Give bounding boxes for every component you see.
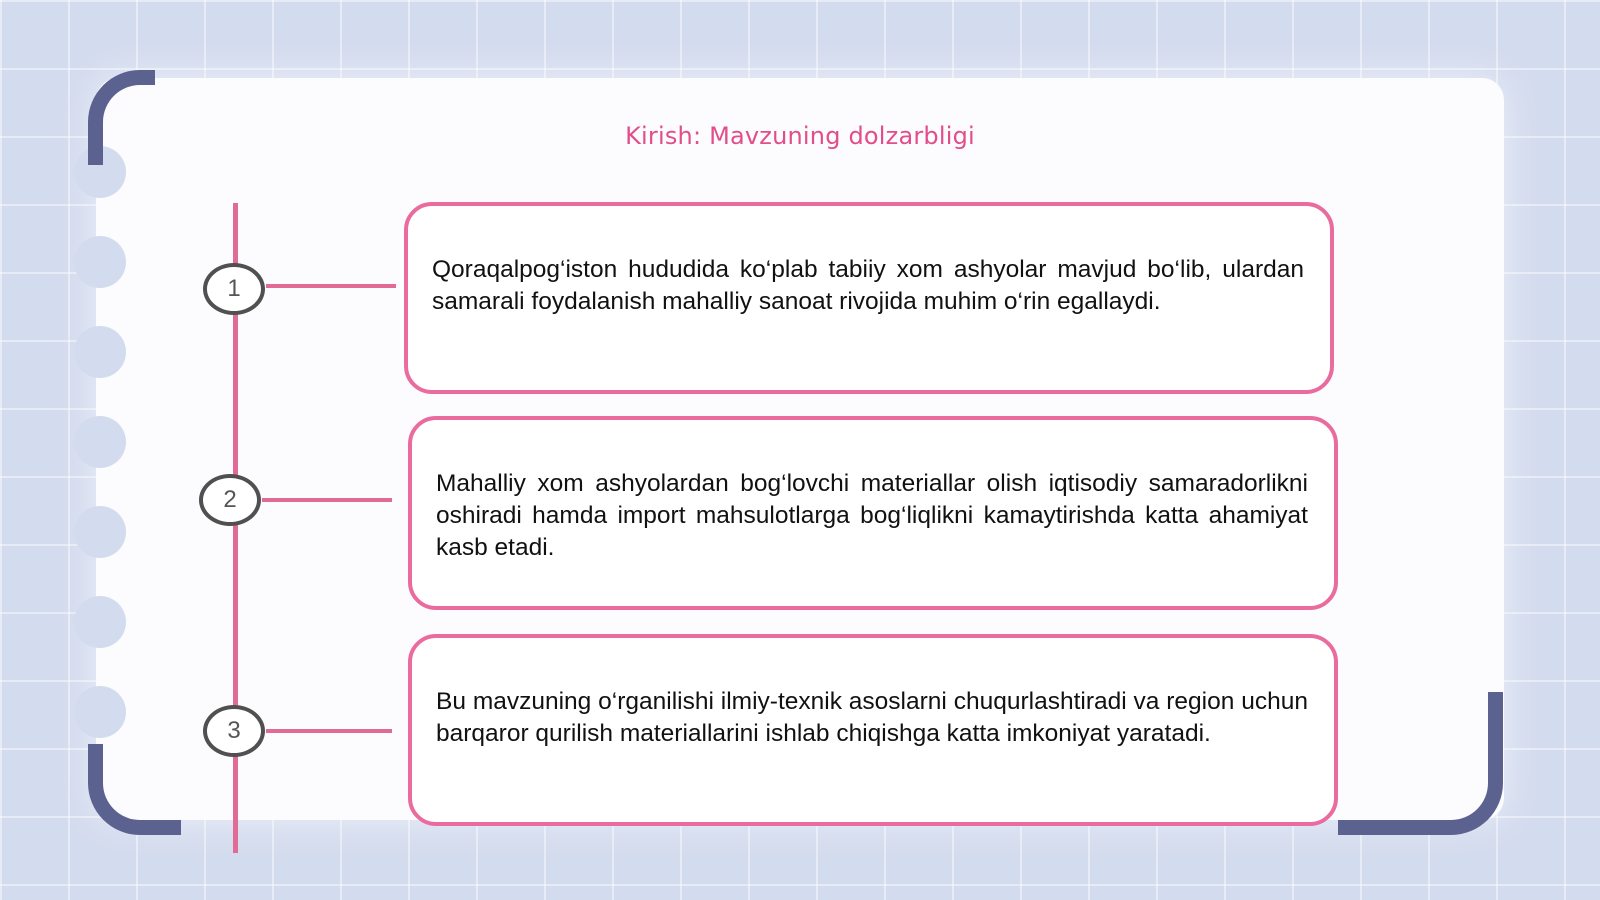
card-text-2: Mahalliy xom ashyolardan bog‘lovchi materiallar olish iqtisodiy samaradorlikni oshiradi hamda import mahsulotlarga bog‘liqlikni kamaytirishda katta ahamiyat kasb etadi. bbox=[436, 470, 1308, 561]
content-card-3 bbox=[408, 634, 1338, 826]
timeline-connector-2 bbox=[262, 498, 392, 502]
content-card-2 bbox=[408, 416, 1338, 610]
corner-bracket-top-left bbox=[88, 70, 155, 165]
corner-bracket-bottom-right bbox=[1338, 692, 1503, 835]
corner-bracket-bottom-left bbox=[88, 744, 181, 835]
timeline-connector-1 bbox=[266, 284, 396, 288]
card-text-1: Qoraqalpog‘iston hududida ko‘plab tabiiy xom ashyolar mavjud bo‘lib, ulardan samarali foydalanish mahalliy sanoat rivojida muhim o‘rin egallaydi. bbox=[432, 256, 1304, 315]
step-marker-1: 1 bbox=[203, 263, 265, 315]
content-card-1 bbox=[404, 202, 1334, 394]
slide-title: Kirish: Mavzuning dolzarbligi bbox=[625, 122, 975, 150]
card-text-3: Bu mavzuning o‘rganilishi ilmiy-texnik asoslarni chuqurlashtiradi va region uchun barqaror qurilish materiallarini ishlab chiqishga katta imkoniyat yaratadi. bbox=[436, 688, 1308, 747]
timeline-connector-3 bbox=[266, 729, 392, 733]
step-marker-3: 3 bbox=[203, 705, 265, 757]
step-marker-2: 2 bbox=[199, 474, 261, 526]
